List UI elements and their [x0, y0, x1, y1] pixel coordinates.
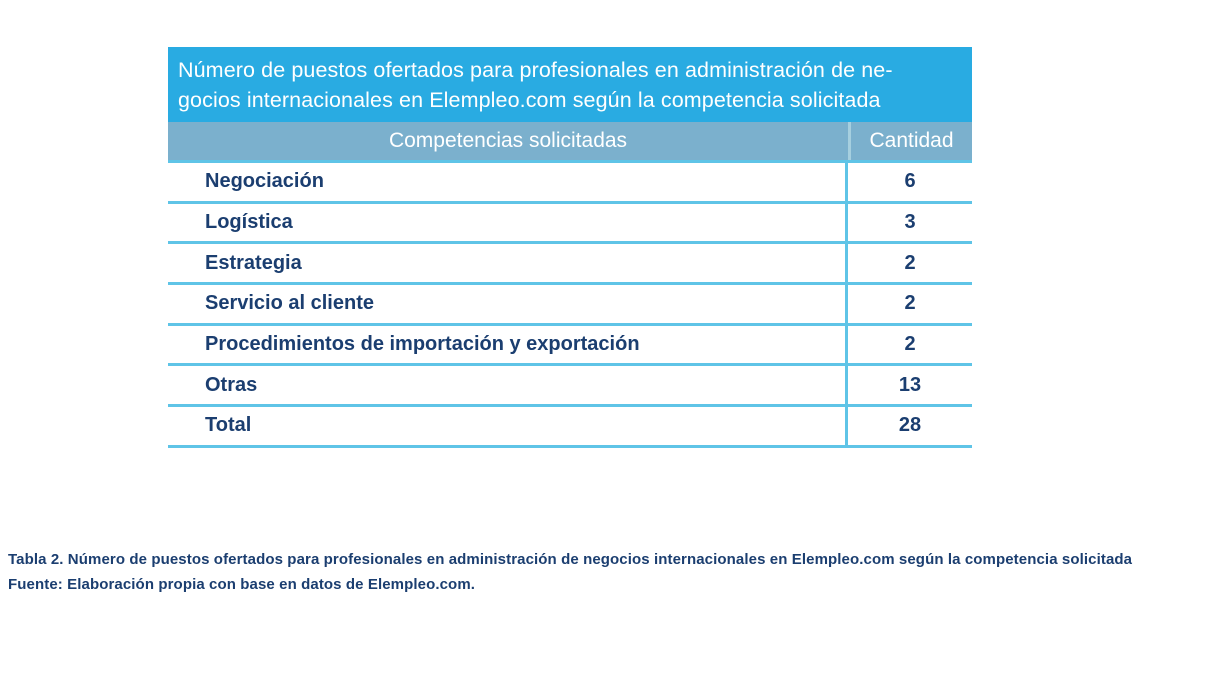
table-row — [168, 366, 972, 407]
row-label: Total — [168, 407, 848, 445]
row-label: Otras — [168, 366, 848, 404]
row-label: Servicio al cliente — [168, 285, 848, 323]
table-row — [168, 163, 972, 204]
row-label: Procedimientos de importación y exportación — [168, 326, 848, 364]
table-row — [168, 326, 972, 367]
row-value: 2 — [904, 292, 916, 315]
row-value: 13 — [898, 373, 922, 396]
table-row — [168, 285, 972, 326]
table-title-line1: Número de puestos ofertados para profesionales en administración de ne- — [178, 58, 893, 82]
row-value: 3 — [904, 211, 916, 234]
column-header-competencias: Competencias solicitadas — [388, 129, 628, 152]
table-row — [168, 204, 972, 245]
table-caption — [8, 547, 1223, 597]
row-label: Estrategia — [168, 244, 848, 282]
column-header-cantidad: Cantidad — [848, 122, 972, 160]
row-label: Logística — [168, 204, 848, 242]
table-column-header — [168, 122, 972, 163]
table-row — [168, 407, 972, 448]
row-value: 2 — [904, 333, 916, 356]
caption-source: Fuente: Elaboración propia con base en datos de Elempleo.com. — [8, 576, 476, 593]
row-label: Negociación — [168, 163, 848, 201]
table-title — [168, 47, 972, 122]
table-row — [168, 244, 972, 285]
caption-title: Tabla 2. Número de puestos ofertados para profesionales en administración de negocios internacionales en Elempleo.com según la competencia solicitada — [8, 551, 1133, 568]
row-value: 6 — [904, 170, 916, 193]
table-title-line2: gocios internacionales en Elempleo.com según la competencia solicitada — [178, 88, 881, 112]
row-value: 28 — [898, 414, 922, 437]
competencias-table — [168, 47, 972, 448]
row-value: 2 — [904, 251, 916, 274]
